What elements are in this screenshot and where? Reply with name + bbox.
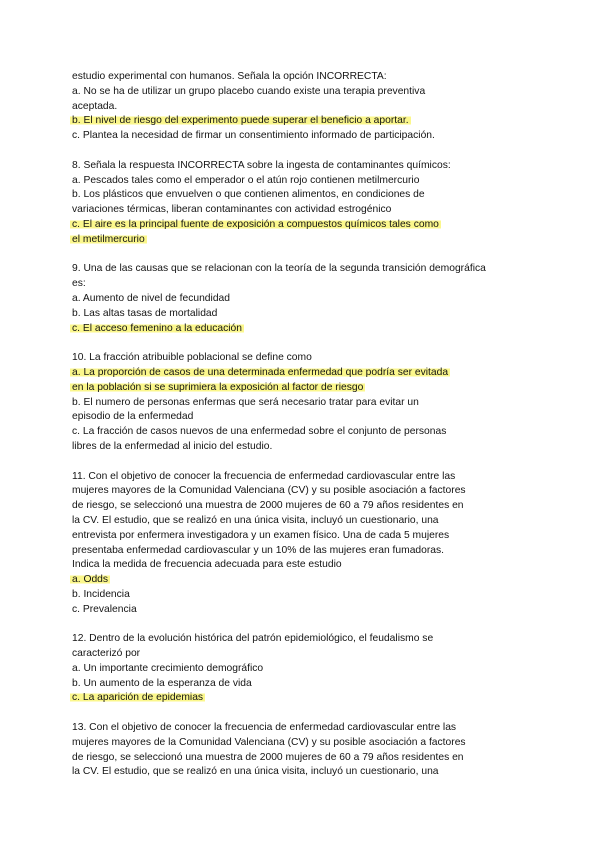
q11-stem-line2: mujeres mayores de la Comunidad Valenciana (CV) y su posible asociación a factores xyxy=(72,485,466,497)
q7-option-b-highlighted: b. El nivel de riesgo del experimento puede superar el beneficio a aportar. xyxy=(72,115,409,127)
q10-option-c-line1: c. La fracción de casos nuevos de una enfermedad sobre el conjunto de personas xyxy=(72,426,447,438)
q12-option-a: a. Un importante crecimiento demográfico xyxy=(72,662,264,674)
q10-option-c-line2: libres de la enfermedad al inicio del estudio. xyxy=(72,440,273,452)
q10-option-b-line1: b. El numero de personas enfermas que será necesario tratar para evitar un xyxy=(72,396,419,408)
q8-option-c-line1-highlighted: c. El aire es la principal fuente de exposición a compuestos químicos tales como xyxy=(72,218,439,230)
q12-stem-line2: caracterizó por xyxy=(72,648,141,660)
q10-option-b-line2: episodio de la enfermedad xyxy=(72,411,194,423)
q9-option-a: a. Aumento de nivel de fecundidad xyxy=(72,292,231,304)
q11-stem-line5: entrevista por enfermera investigadora y un examen físico. Una de cada 5 mujeres xyxy=(72,529,450,541)
q7-stem: estudio experimental con humanos. Señala la opción INCORRECTA: xyxy=(72,71,387,82)
q7-option-a-line1: a. No se ha de utilizar un grupo placebo cuando existe una terapia preventiva xyxy=(72,85,426,97)
q8-option-c-line2-highlighted: el metilmercurio xyxy=(72,233,145,245)
q13-stem-line4: la CV. El estudio, que se realizó en una única visita, incluyó un cuestionario, una xyxy=(72,766,439,778)
q10-option-a-line1-highlighted: a. La proporción de casos de una determinada enfermedad que podría ser evitada xyxy=(72,366,449,378)
q9-stem-line2: es: xyxy=(72,278,86,290)
q11-stem-line6: presentaba enfermedad cardiovascular y un 10% de las mujeres eran fumadoras. xyxy=(72,544,445,556)
q13-stem-line1: 13. Con el objetivo de conocer la frecuencia de enfermedad cardiovascular entre las xyxy=(72,722,457,734)
q9-option-b: b. Las altas tasas de mortalidad xyxy=(72,307,218,319)
q11-stem-line7: Indica la medida de frecuencia adecuada para este estudio xyxy=(72,559,342,571)
q11-option-b: b. Incidencia xyxy=(72,588,130,600)
q8-option-b-line2: variaciones térmicas, liberan contaminantes con actividad estrogénico xyxy=(72,204,392,216)
q7-option-c: c. Plantea la necesidad de firmar un consentimiento informado de participación. xyxy=(72,130,435,142)
q12-option-b: b. Un aumento de la esperanza de vida xyxy=(72,677,252,689)
q10-stem: 10. La fracción atribuible poblacional se define como xyxy=(72,352,312,364)
q8-option-b-line1: b. Los plásticos que envuelven o que contienen alimentos, en condiciones de xyxy=(72,189,425,201)
q12-option-c-highlighted: c. La aparición de epidemias xyxy=(72,692,204,704)
q11-stem-line4: la CV. El estudio, que se realizó en una única visita, incluyó un cuestionario, una xyxy=(72,514,439,526)
q12-stem-line1: 12. Dentro de la evolución histórica del patrón epidemiológico, el feudalismo se xyxy=(72,633,434,645)
q9-option-c-highlighted: c. El acceso femenino a la educación xyxy=(72,322,242,334)
q11-stem-line3: de riesgo, se seleccionó una muestra de 2000 mujeres de 60 a 79 años residentes en xyxy=(72,500,464,512)
q13-stem-line2: mujeres mayores de la Comunidad Valenciana (CV) y su posible asociación a factores xyxy=(72,736,466,748)
q13-stem-line3: de riesgo, se seleccionó una muestra de 2000 mujeres de 60 a 79 años residentes en xyxy=(72,751,464,763)
q9-stem-line1: 9. Una de las causas que se relacionan con la teoría de la segunda transición demográfica xyxy=(72,263,486,275)
q8-option-a: a. Pescados tales como el emperador o el atún rojo contienen metilmercurio xyxy=(72,174,420,186)
q8-stem: 8. Señala la respuesta INCORRECTA sobre la ingesta de contaminantes químicos: xyxy=(72,159,451,171)
q11-option-c: c. Prevalencia xyxy=(72,603,137,615)
exam-text xyxy=(72,70,512,780)
q11-stem-line1: 11. Con el objetivo de conocer la frecuencia de enfermedad cardiovascular entre las xyxy=(72,470,456,482)
q10-option-a-line2-highlighted: en la población si se suprimiera la exposición al factor de riesgo xyxy=(72,381,364,393)
q11-option-a-highlighted: a. Odds xyxy=(72,574,109,586)
q7-option-a-line2: aceptada. xyxy=(72,100,118,112)
